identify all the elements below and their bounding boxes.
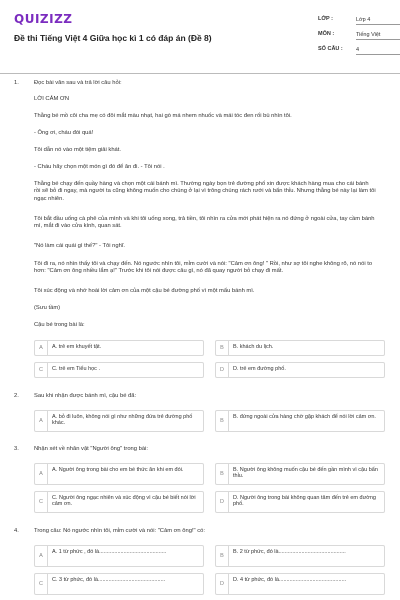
option-letter: D — [216, 492, 229, 512]
answer-option[interactable] — [215, 410, 385, 432]
passage-paragraph: Tôi dẫn nó vào một tiệm giải khát. — [34, 147, 121, 153]
meta-subject-value: Tiếng Việt — [356, 31, 400, 40]
answer-option[interactable] — [34, 362, 204, 378]
option-text: B. khách du lịch. — [233, 344, 274, 350]
answer-option[interactable] — [215, 573, 385, 595]
answer-option[interactable] — [215, 545, 385, 567]
question-3-number: 3. — [14, 446, 19, 452]
answer-option[interactable] — [34, 573, 204, 595]
question-2-prompt: Sau khi nhận được bánh mì, cậu bé đã: — [34, 393, 137, 399]
passage-paragraph: Thằng bé mồ côi cha mẹ có đôi mắt màu nhạt, hai gò má nhem nhuốc và mái tóc đen rối bù nhìn tôi. — [34, 113, 292, 119]
question-4-prompt: Trong câu: Nó ngước nhìn tôi, mỉm cười và nói: "Cảm ơn ông!" có: — [34, 528, 205, 534]
answer-option[interactable] — [215, 463, 385, 485]
answer-option[interactable] — [34, 463, 204, 485]
option-letter: D — [216, 574, 229, 594]
answer-option[interactable] — [34, 340, 204, 356]
passage-paragraph: Tôi xúc động và nhớ hoài lời cảm ơn của một cậu bé đường phố vì một mẩu bánh mì. — [34, 288, 255, 294]
passage-paragraph: Thằng bé chạy đến quầy hàng và chọn một cái bánh mì. Thường ngày bọn trẻ đường phố xin được khách hàng mua cho cái bánh rồi sẽ bỏ đi ngay, mà người ta cũng không muốn cho chúng ở lại vì trông chúng rách rưới và bẩn thỉu. Nhưng thằng bé này lại làm tôi ngạc nhiên. — [34, 181, 376, 202]
passage-paragraph: Tôi đi ra, nó nhìn thấy tôi và chạy đến. Nó ngước nhìn tôi, mỉm cười và nói: "Cảm ơn ông! " Rồi, như sợ tôi nghe không rõ, nó nói to hơn: "Cảm ơn ông nhiều lắm ạ!" Trước khi tôi nói được câu gì, nó đã quay người bỏ chạy đi mất. — [34, 261, 373, 275]
option-letter: B — [216, 341, 229, 355]
answer-option[interactable] — [215, 491, 385, 513]
passage-paragraph: - Cháu hãy chọn một món gì đó để ăn đi. - Tôi nói . — [34, 164, 165, 170]
option-letter: A — [35, 341, 48, 355]
page-title: Đề thi Tiếng Việt 4 Giữa học kì 1 có đáp án (Đề 8) — [14, 33, 212, 43]
meta-grade-value: Lớp 4 — [356, 16, 400, 25]
meta-count — [318, 46, 398, 55]
option-text: D. trẻ em đường phố. — [233, 366, 286, 372]
option-letter: A — [35, 464, 48, 484]
option-text: D. 4 từ phức, đó là............................................ — [233, 577, 347, 583]
worksheet-header — [0, 0, 400, 66]
meta-count-value: 4 — [356, 46, 400, 55]
option-text: A. 1 từ phức , đó là............................................ — [52, 549, 167, 555]
meta-grade-label: LỚP : — [318, 16, 333, 22]
answer-option[interactable] — [34, 410, 204, 432]
option-text: C. 3 từ phức, đó là............................................ — [52, 577, 166, 583]
option-text: D. Người ông trong bài không quan tâm đến trẻ em đường phố. — [233, 495, 376, 508]
passage-title: LỜI CẢM ƠN — [34, 96, 70, 102]
option-letter: D — [216, 363, 229, 377]
option-letter: C — [35, 363, 48, 377]
meta-subject-label: MÔN : — [318, 31, 335, 37]
option-text: B. 2 từ phức, đó là............................................ — [233, 549, 346, 555]
answer-option[interactable] — [34, 545, 204, 567]
option-text: A. Người ông trong bài cho em bé thức ăn khi em đói. — [52, 467, 184, 473]
passage-paragraph: "Nó làm cái quái gì thế?" - Tôi nghĩ. — [34, 243, 126, 249]
meta-grade — [318, 16, 398, 25]
option-text: B. đứng ngoài cửa hàng chờ gặp khách để nói lời cảm ơn. — [233, 414, 376, 420]
option-letter: A — [35, 411, 48, 431]
option-text: C. trẻ em Tiểu học . — [52, 366, 100, 372]
passage-paragraph: Tôi bắt đầu uống cà phê của mình và khi tôi uống xong, trả tiền, tôi nhìn ra cửa mới phát hiện ra nó đứng ở ngoài cửa, tay cầm bánh mì, mắt đi vào cửa kính, quan sát. — [34, 216, 375, 230]
option-letter: B — [216, 411, 229, 431]
option-letter: C — [35, 492, 48, 512]
question-3-prompt: Nhận xét về nhân vật "Người ông" trong bài: — [34, 446, 148, 452]
question-1-prompt: Đọc bài văn sau và trả lời câu hỏi: — [34, 80, 122, 86]
answer-option[interactable] — [215, 340, 385, 356]
question-4-number: 4. — [14, 528, 19, 534]
passage-paragraph: - Ông ơi, cháu đói quá! — [34, 130, 94, 136]
answer-option[interactable] — [215, 362, 385, 378]
answer-option[interactable] — [34, 491, 204, 513]
option-letter: A — [35, 546, 48, 566]
option-text: A. trẻ em khuyết tật. — [52, 344, 102, 350]
option-letter: B — [216, 464, 229, 484]
option-letter: C — [35, 574, 48, 594]
question-1-number: 1. — [14, 80, 19, 86]
quizizz-logo: QUIZIZZ — [14, 12, 73, 26]
option-text: B. Người ông không muốn cậu bé đến gần mình vì cậu bẩn thỉu. — [233, 467, 378, 480]
question-1-stem: Cậu bé trong bài là: — [34, 322, 85, 328]
meta-subject — [318, 31, 398, 40]
option-letter: B — [216, 546, 229, 566]
passage-source: (Sưu tầm) — [34, 305, 61, 311]
meta-count-label: SỐ CÂU : — [318, 46, 343, 52]
option-text: C. Người ông ngạc nhiên và xúc động vì cậu bé biết nói lời cảm ơn. — [52, 495, 196, 508]
question-2-number: 2. — [14, 393, 19, 399]
option-text: A. bỏ đi luôn, không nói gì như những đứa trẻ đường phố khác. — [52, 414, 193, 427]
header-divider — [0, 73, 400, 74]
